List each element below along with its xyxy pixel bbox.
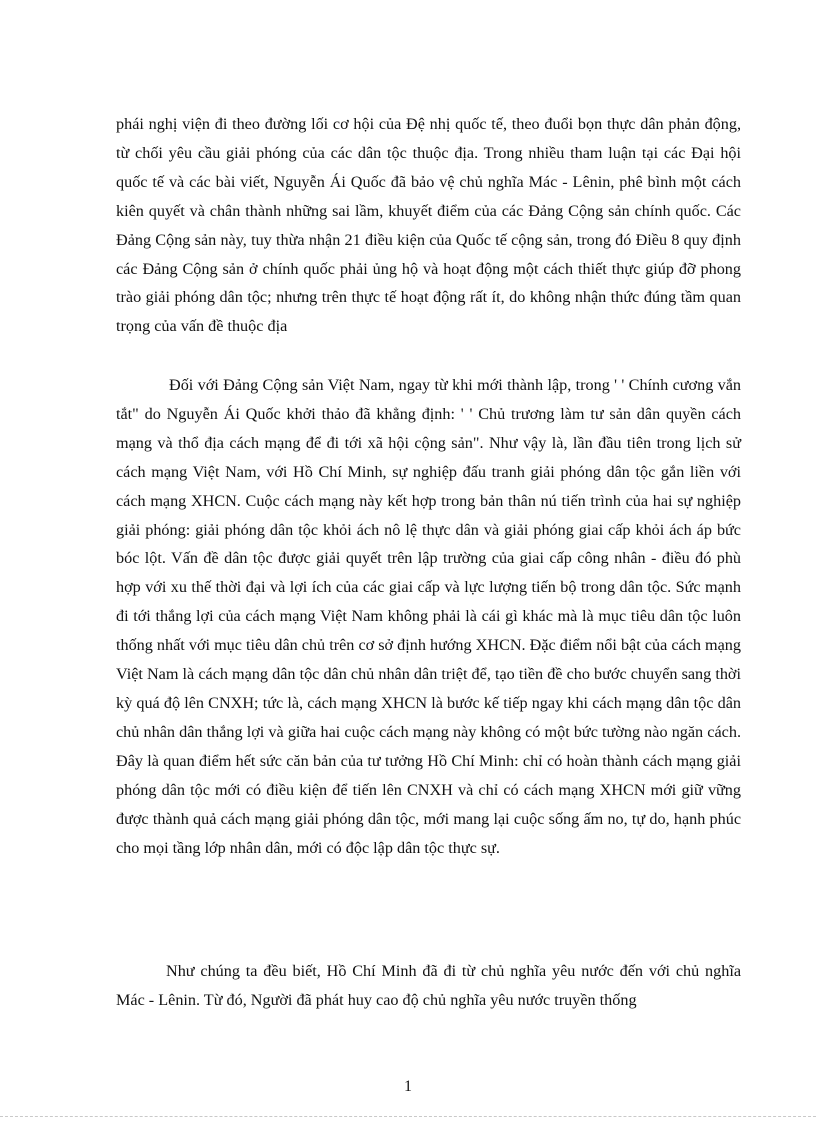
page-bottom-edge [0, 1116, 816, 1117]
paragraph-2: Đối với Đảng Cộng sản Việt Nam, ngay từ khi mới thành lập, trong ' ' Chính cương vắn tắt" do Nguyễn Ái Quốc khởi thảo đã khẳng định: ' ' Chủ trương làm tư sản dân quyền cách mạng và thổ địa cách mạng để đi tới xã hội cộng sản". Như vậy là, lần đầu tiên trong lịch sử cách mạng Việt Nam, với Hồ Chí Minh, sự nghiệp đấu tranh giải phóng dân tộc gắn liền với cách mạng XHCN. Cuộc cách mạng này kết hợp trong bản thân nú tiến trình của hai sự nghiệp giải phóng: giải phóng dân tộc khỏi ách nô lệ thực dân và giải phóng giai cấp khỏi ách áp bức bóc lột. Vấn đề dân tộc được giải quyết trên lập trường của giai cấp công nhân - điều đó phù hợp với xu thế thời đại và lợi ích của các giai cấp và lực lượng tiến bộ trong dân tộc. Sức mạnh đi tới thắng lợi của cách mạng Việt Nam không phải là cái gì khác mà là mục tiêu dân tộc luôn thống nhất với mục tiêu dân chủ trên cơ sở định hướng XHCN. Đặc điểm nổi bật của cách mạng Việt Nam là cách mạng dân tộc dân chủ nhân dân triệt để, tạo tiền đề cho bước chuyển sang thời kỳ quá độ lên CNXH; tức là, cách mạng XHCN là bước kế tiếp ngay khi cách mạng dân tộc dân chủ nhân dân thắng lợi và giữa hai cuộc cách mạng này không có một bức tường nào ngăn cách. Đây là quan điểm hết sức căn bản của tư tưởng Hồ Chí Minh: chỉ có hoàn thành cách mạng giải phóng dân tộc mới có điều kiện để tiến lên CNXH và chỉ có cách mạng XHCN mới giữ vững được thành quả cách mạng giải phóng dân tộc, mới mang lại cuộc sống ấm no, tự do, hạnh phúc cho mọi tầng lớp nhân dân, mới có độc lập dân tộc thực sự. [116, 376, 741, 857]
paragraph-1: phái nghị viện đi theo đường lối cơ hội của Đệ nhị quốc tế, theo đuổi bọn thực dân phản động, từ chối yêu cầu giải phóng của các dân tộc thuộc địa. Trong nhiều tham luận tại các Đại hội quốc tế và các bài viết, Nguyễn Ái Quốc đã bảo vệ chủ nghĩa Mác - Lênin, phê bình một cách kiên quyết và chân thành những sai lầm, khuyết điểm của các Đảng Cộng sản chính quốc. Các Đảng Cộng sản này, tuy thừa nhận 21 điều kiện của Quốc tế cộng sản, trong đó Điều 8 quy định các Đảng Cộng sản ở chính quốc phải ủng hộ và hoạt động một cách thiết thực giúp đỡ phong trào giải phóng dân tộc; nhưng trên thực tế hoạt động rất ít, do không nhận thức đúng tầm quan trọng của vấn đề thuộc địa [116, 115, 741, 336]
page-number: 1 [404, 1078, 412, 1095]
paragraph-3: Như chúng ta đều biết, Hồ Chí Minh đã đi từ chủ nghĩa yêu nước đến với chủ nghĩa Mác - Lênin. Từ đó, Người đã phát huy cao độ chủ nghĩa yêu nước truyền thống [116, 962, 741, 1009]
